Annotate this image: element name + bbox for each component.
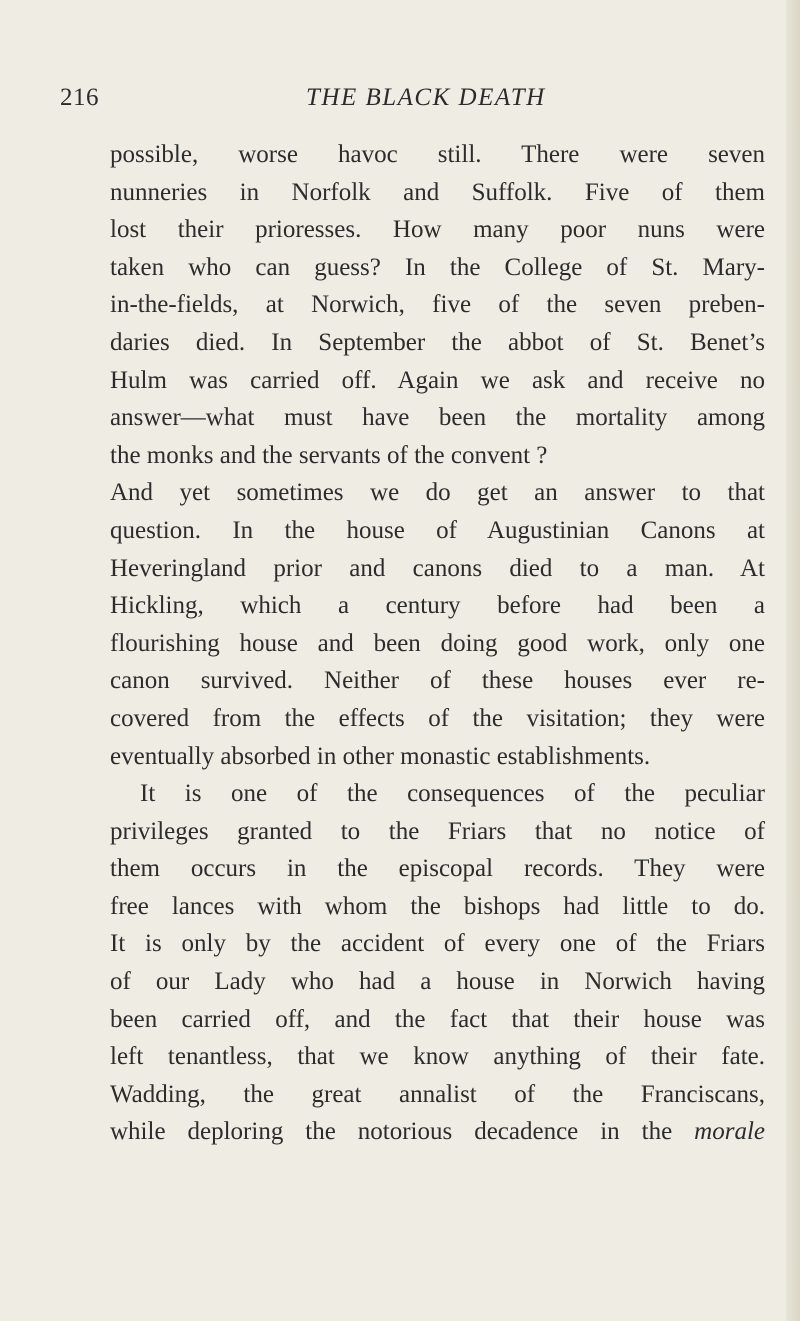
text-line: answer—what must have been the mortality among: [110, 404, 765, 432]
text-line: flourishing house and been doing good work, only one: [110, 629, 765, 657]
final-line-text: while deploring the notorious decadence in the: [110, 1118, 695, 1146]
text-line: privileges granted to the Friars that no notice of: [110, 817, 765, 845]
text-line: Heveringland prior and canons died to a man. At: [110, 554, 765, 582]
body-text: [110, 136, 765, 1151]
text-line: possible, worse havoc still. There were seven: [110, 141, 765, 168]
italic-word: morale: [694, 1118, 765, 1146]
text-line: taken who can guess? In the College of St. Mary-: [110, 253, 765, 281]
text-line: lost their prioresses. How many poor nuns were: [110, 216, 765, 244]
text-line: canon survived. Neither of these houses ever re-: [110, 667, 765, 695]
text-line: And yet sometimes we do get an answer to that: [110, 479, 765, 507]
text-line-final: [110, 1113, 765, 1151]
text-line: of our Lady who had a house in Norwich having: [110, 968, 765, 996]
text-line: left tenantless, that we know anything of their fate.: [110, 1043, 765, 1071]
text-line: daries died. In September the abbot of St. Benet’s: [110, 328, 765, 356]
text-line: covered from the effects of the visitation; they were: [110, 704, 765, 732]
text-line: eventually absorbed in other monastic establishments.: [110, 742, 651, 770]
page-edge: [786, 0, 800, 1321]
text-line: them occurs in the episcopal records. They were: [110, 855, 765, 883]
text-line: It is one of the consequences of the peculiar: [140, 780, 765, 808]
page-number: 216: [60, 84, 99, 111]
text-line: Hickling, which a century before had been a: [110, 592, 765, 620]
text-line: Wadding, the great annalist of the Franciscans,: [110, 1080, 765, 1108]
text-line: in-the-fields, at Norwich, five of the seven preben-: [110, 291, 765, 319]
text-line: the monks and the servants of the convent ?: [110, 441, 548, 469]
text-line: nunneries in Norfolk and Suffolk. Five of them: [110, 178, 765, 206]
running-head: [60, 84, 760, 120]
text-line: been carried off, and the fact that their house was: [110, 1005, 765, 1033]
text-line: It is only by the accident of every one of the Friars: [110, 930, 765, 958]
text-line: Hulm was carried off. Again we ask and receive no: [110, 366, 765, 394]
running-title: THE BLACK DEATH: [306, 84, 546, 111]
text-line: free lances with whom the bishops had little to do.: [110, 892, 765, 920]
text-line: question. In the house of Augustinian Canons at: [110, 516, 765, 544]
